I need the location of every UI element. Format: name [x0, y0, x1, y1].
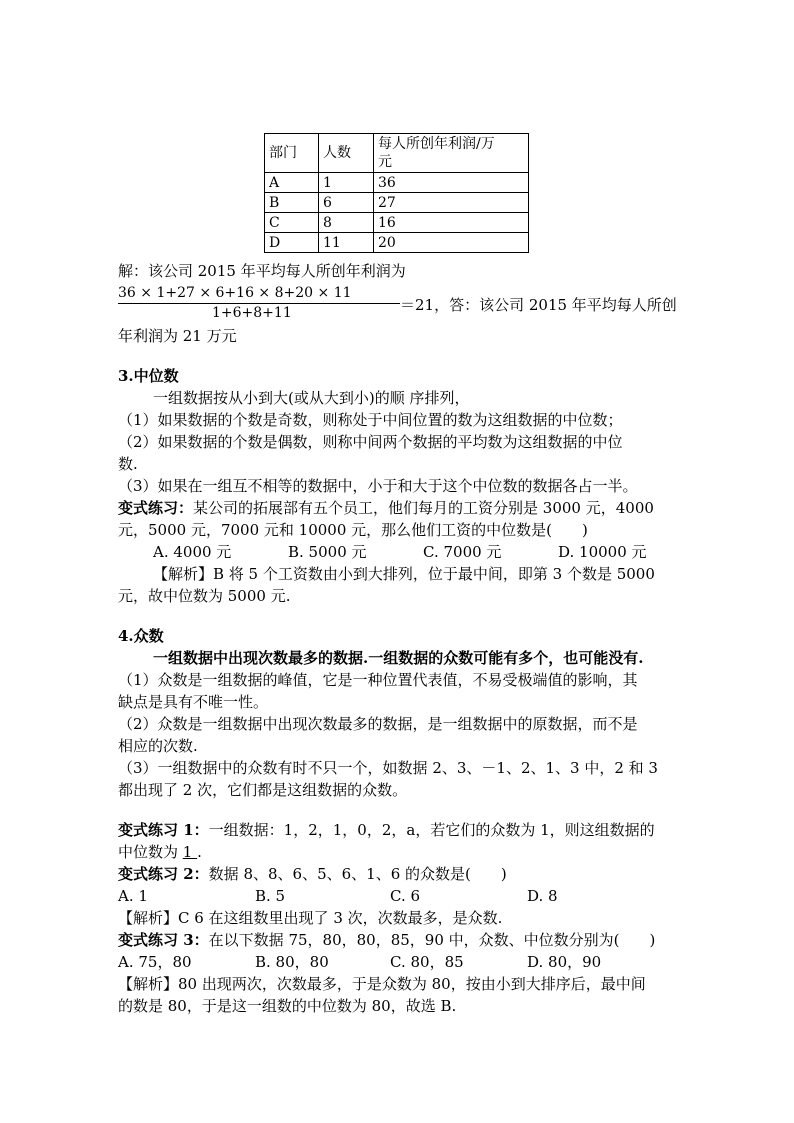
mode-exercise-2-analysis: 【解析】C 6 在这组数里出现了 3 次，次数最多，是众数. [118, 909, 503, 927]
exercise-label: 变式练习 2： [118, 865, 209, 883]
option-d: D. 80，90 [527, 953, 602, 971]
option-c: C. 80，85 [390, 953, 464, 971]
mode-point-3: （3）一组数据中的众数有时不只一个，如数据 2、3、－1、2、1、3 中，2 和 3 [118, 759, 658, 777]
median-exercise-cont: 元，5000 元，7000 元和 10000 元，那么他们工资的中位数是( ) [118, 521, 588, 539]
option-b: B. 80，80 [255, 953, 329, 971]
solution-fraction [118, 284, 400, 322]
table-row [265, 193, 529, 213]
table-row [265, 173, 529, 193]
median-definition: 一组数据按从小到大(或从大到小)的顺 序排列， [153, 389, 470, 407]
table-cell: 1 [319, 173, 374, 193]
option-d: D. 10000 元 [558, 543, 647, 561]
median-analysis: 【解析】B 将 5 个工资数由小到大排列，位于最中间，即第 3 个数是 5000 [153, 565, 655, 583]
exercise-text: 中位数为 [118, 843, 183, 861]
table-cell: A [265, 173, 319, 193]
exercise-label: 变式练习 3： [118, 931, 209, 949]
option-b: B. 5 [255, 887, 286, 905]
table-cell: C [265, 213, 319, 233]
median-point-2-cont: 数. [118, 455, 138, 473]
section-heading-mode: 4.众数 [118, 627, 164, 645]
table-cell: D [265, 233, 319, 253]
option-c: C. 6 [390, 887, 421, 905]
table-cell: 16 [374, 213, 529, 233]
table-cell: 27 [374, 193, 529, 213]
exercise-label: 变式练习 1： [118, 821, 209, 839]
exercise-text: . [197, 843, 202, 861]
table-header-row [265, 134, 529, 173]
exercise-text: 某公司的拓展部有五个员工，他们每月的工资分别是 3000 元，4000 [193, 499, 654, 517]
mode-exercise-1 [118, 819, 655, 841]
mode-exercise-1-cont [118, 841, 202, 863]
option-d: D. 8 [527, 887, 558, 905]
exercise-text: 在以下数据 75，80，80，85，90 中，众数、中位数分别为( ) [208, 931, 656, 949]
table-cell: 6 [319, 193, 374, 213]
table-header-cell: 人数 [319, 134, 374, 173]
median-analysis-cont: 元，故中位数为 5000 元. [118, 587, 291, 605]
option-a: A. 1 [118, 887, 148, 905]
table-cell: 36 [374, 173, 529, 193]
fraction-numerator: 36 × 1+27 × 6+16 × 8+20 × 11 [118, 285, 352, 301]
mode-exercise-3-analysis: 【解析】80 出现两次，次数最多，于是众数为 80，按由小到大排序后，最中间 [118, 975, 646, 993]
mode-exercise-3 [118, 929, 655, 951]
table-row [265, 233, 529, 253]
table-cell: 11 [319, 233, 374, 253]
mode-exercise-2 [118, 863, 507, 885]
option-a: A. 4000 元 [153, 543, 232, 561]
exercise-text: 数据 8、8、6、5、6、1、6 的众数是( ) [208, 865, 507, 883]
mode-point-2-cont: 相应的次数. [118, 737, 198, 755]
median-point-2: （2）如果数据的个数是偶数，则称中间两个数据的平均数为这组数据的中位 [118, 433, 623, 451]
exercise-text: 一组数据：1，2，1，0，2，a，若它们的众数为 1，则这组数据的 [208, 821, 655, 839]
table-header-cell: 部门 [265, 134, 319, 173]
solution-result-line2: 年利润为 21 万元 [118, 327, 237, 345]
exercise-answer: 1 [182, 843, 198, 861]
table-cell: B [265, 193, 319, 213]
mode-point-3-cont: 都出现了 2 次，它们都是这组数据的众数。 [118, 781, 408, 799]
mode-definition: 一组数据中出现次数最多的数据.一组数据的众数可能有多个，也可能没有. [153, 649, 644, 667]
mode-point-1-cont: 缺点是具有不唯一性。 [118, 693, 269, 711]
table-header-cell: 每人所创年利润/万 元 [374, 134, 529, 173]
mode-point-2: （2）众数是一组数据中出现次数最多的数据，是一组数据中的原数据，而不是 [118, 715, 638, 733]
median-point-1: （1）如果数据的个数是奇数，则称处于中间位置的数为这组数据的中位数； [118, 411, 623, 429]
table-cell: 20 [374, 233, 529, 253]
mode-point-1: （1）众数是一组数据的峰值，它是一种位置代表值，不易受极端值的影响，其 [118, 671, 638, 689]
median-point-3: （3）如果在一组互不相等的数据中，小于和大于这个中位数的数据各占一半。 [118, 477, 638, 495]
table-row [265, 213, 529, 233]
profit-table [264, 133, 529, 253]
mode-exercise-3-analysis-cont: 的数是 80，于是这一组数的中位数为 80，故选 B. [118, 997, 457, 1015]
option-b: B. 5000 元 [288, 543, 367, 561]
solution-result: ＝21，答：该公司 2015 年平均每人所创 [400, 296, 677, 314]
exercise-label: 变式练习： [118, 499, 194, 517]
fraction-denominator: 1+6+8+11 [212, 305, 292, 321]
section-heading-median: 3.中位数 [118, 367, 179, 385]
table-cell: 8 [319, 213, 374, 233]
option-a: A. 75，80 [118, 953, 192, 971]
option-c: C. 7000 元 [423, 543, 502, 561]
median-exercise [118, 497, 654, 519]
solution-intro: 解：该公司 2015 年平均每人所创年利润为 [118, 262, 406, 280]
